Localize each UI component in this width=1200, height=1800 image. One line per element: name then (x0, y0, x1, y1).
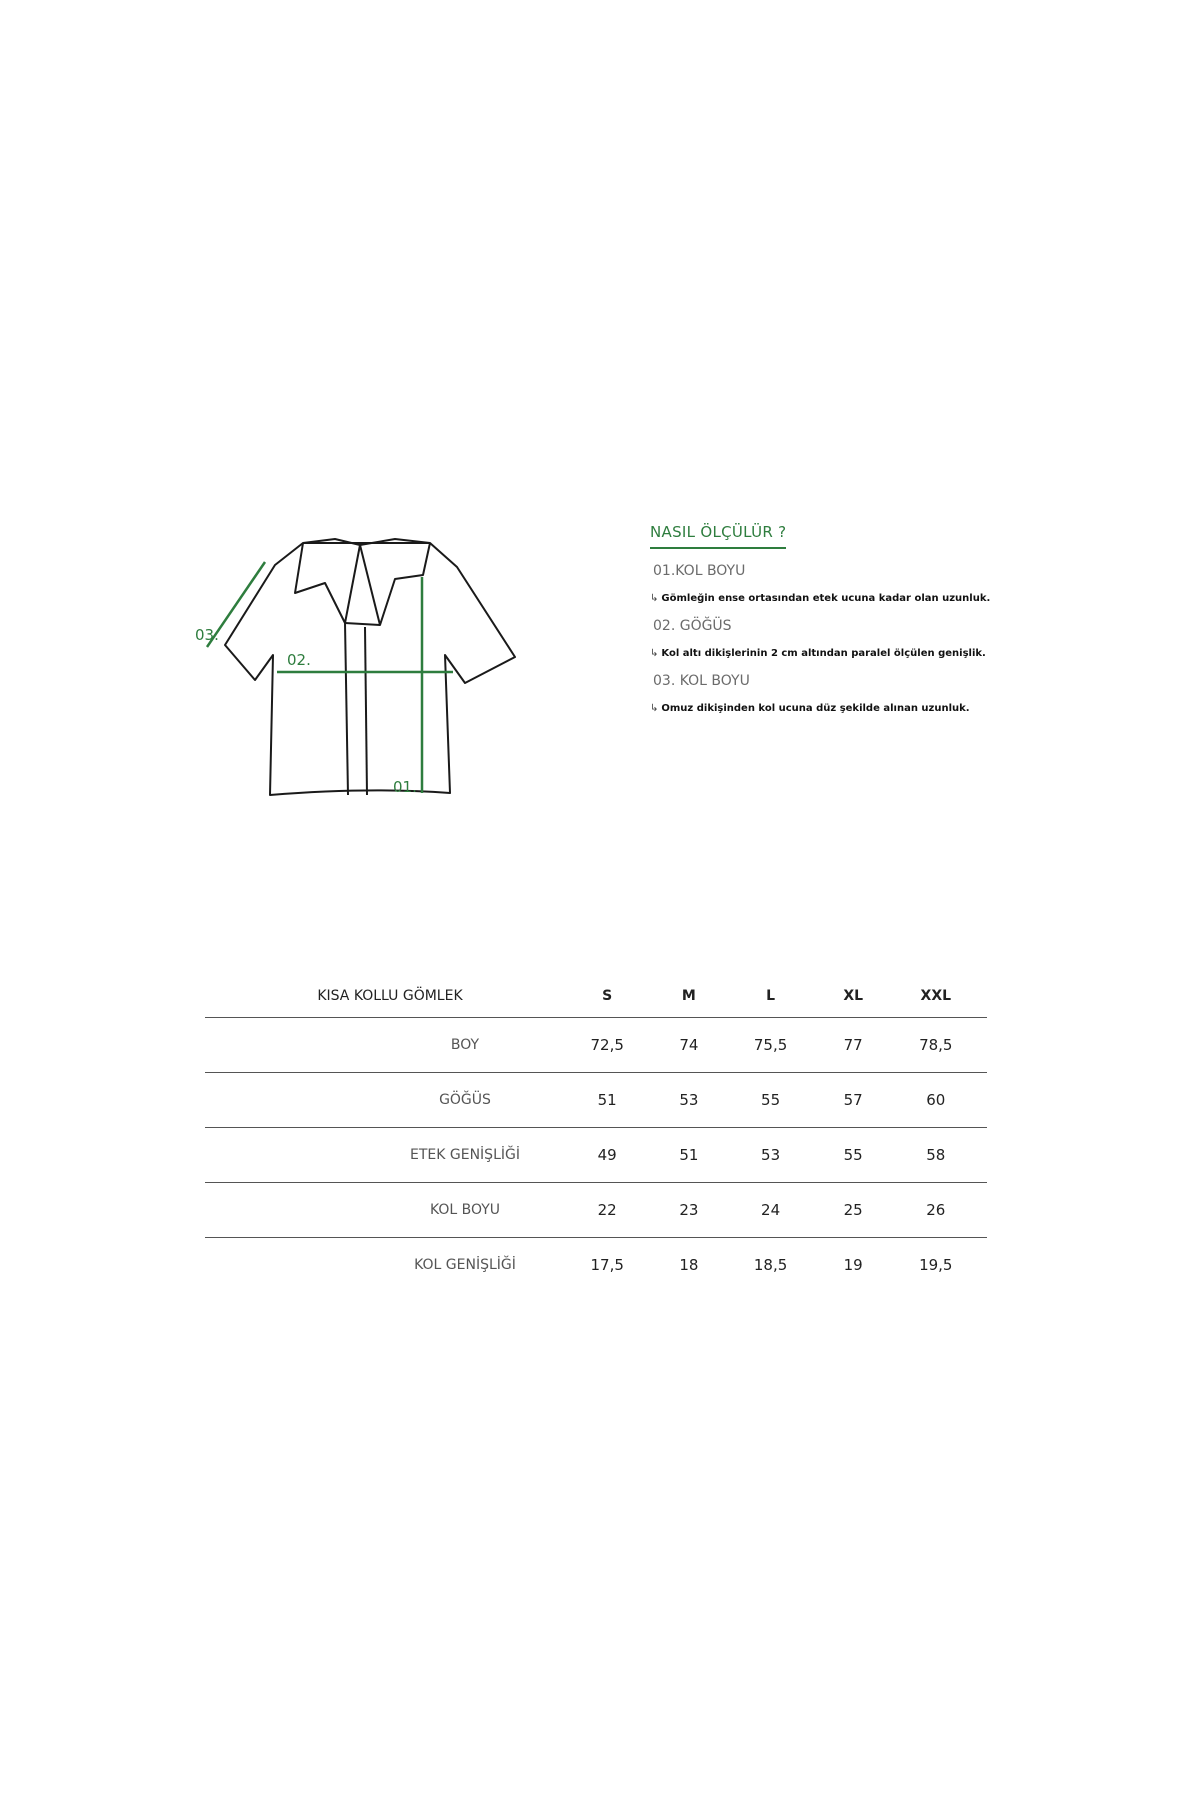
table-cell: 57 (822, 1073, 885, 1128)
table-cell: 51 (556, 1073, 658, 1128)
guide-note-text: Gömleğin ense ortasından etek ucuna kadar olan uzunluk. (661, 593, 991, 604)
guide-note-text: Kol altı dikişlerinin 2 cm altından paralel ölçülen genişlik. (661, 648, 986, 659)
table-cell: 26 (885, 1183, 987, 1238)
row-label: KOL GENİŞLİĞİ (205, 1238, 556, 1293)
measure-lines (207, 562, 453, 793)
table-cell: 25 (822, 1183, 885, 1238)
table-cell: 74 (658, 1018, 719, 1073)
table-row (205, 1183, 987, 1238)
size-header: S (602, 988, 613, 1004)
label-02: 02. (287, 651, 311, 669)
guide-heading: 03. KOL BOYU (653, 673, 750, 689)
table-cell: 60 (885, 1073, 987, 1128)
guide-note (650, 703, 1090, 714)
guide-item (650, 563, 1090, 604)
size-table (205, 975, 987, 1292)
table-header-row (205, 975, 987, 1018)
guide-note-text: Omuz dikişinden kol ucuna düz şekilde alınan uzunluk. (661, 703, 970, 714)
arrow-icon: ↳ (650, 648, 659, 659)
arrow-icon: ↳ (650, 593, 659, 604)
size-header: M (681, 988, 696, 1004)
table-cell: 24 (719, 1183, 821, 1238)
measurement-guide (650, 522, 1090, 714)
table-cell: 75,5 (719, 1018, 821, 1073)
table-cell: 53 (658, 1073, 719, 1128)
table-cell: 18,5 (719, 1238, 821, 1293)
table-row (205, 1238, 987, 1293)
table-cell: 55 (719, 1073, 821, 1128)
guide-heading: 01.KOL BOYU (653, 563, 746, 579)
table-cell: 53 (719, 1128, 821, 1183)
guide-note (650, 648, 1090, 659)
table-row (205, 1073, 987, 1128)
row-label: GÖĞÜS (205, 1073, 556, 1128)
shirt-outline (225, 539, 515, 795)
table-cell: 18 (658, 1238, 719, 1293)
label-03: 03. (195, 626, 219, 644)
guide-heading: 02. GÖĞÜS (653, 618, 732, 634)
guide-title: NASIL ÖLÇÜLÜR ? (650, 523, 786, 549)
table-cell: 22 (556, 1183, 658, 1238)
table-cell: 49 (556, 1128, 658, 1183)
size-header: XL (843, 988, 864, 1004)
table-cell: 19,5 (885, 1238, 987, 1293)
row-label: KOL BOYU (205, 1183, 556, 1238)
table-row (205, 1018, 987, 1073)
size-header: L (766, 988, 776, 1004)
label-01: 01. (393, 778, 417, 796)
table-row (205, 1128, 987, 1183)
table-cell: 72,5 (556, 1018, 658, 1073)
table-cell: 17,5 (556, 1238, 658, 1293)
shirt-diagram (195, 525, 535, 825)
table-cell: 58 (885, 1128, 987, 1183)
row-label: BOY (205, 1018, 556, 1073)
arrow-icon: ↳ (650, 703, 659, 714)
table-cell: 55 (822, 1128, 885, 1183)
guide-item (650, 618, 1090, 659)
table-cell: 51 (658, 1128, 719, 1183)
table-cell: 19 (822, 1238, 885, 1293)
guide-note (650, 593, 1090, 604)
size-header: XXL (920, 988, 952, 1004)
table-title: KISA KOLLU GÖMLEK (317, 988, 463, 1004)
row-label: ETEK GENİŞLİĞİ (205, 1128, 556, 1183)
table-cell: 78,5 (885, 1018, 987, 1073)
table-cell: 77 (822, 1018, 885, 1073)
table-cell: 23 (658, 1183, 719, 1238)
guide-item (650, 673, 1090, 714)
